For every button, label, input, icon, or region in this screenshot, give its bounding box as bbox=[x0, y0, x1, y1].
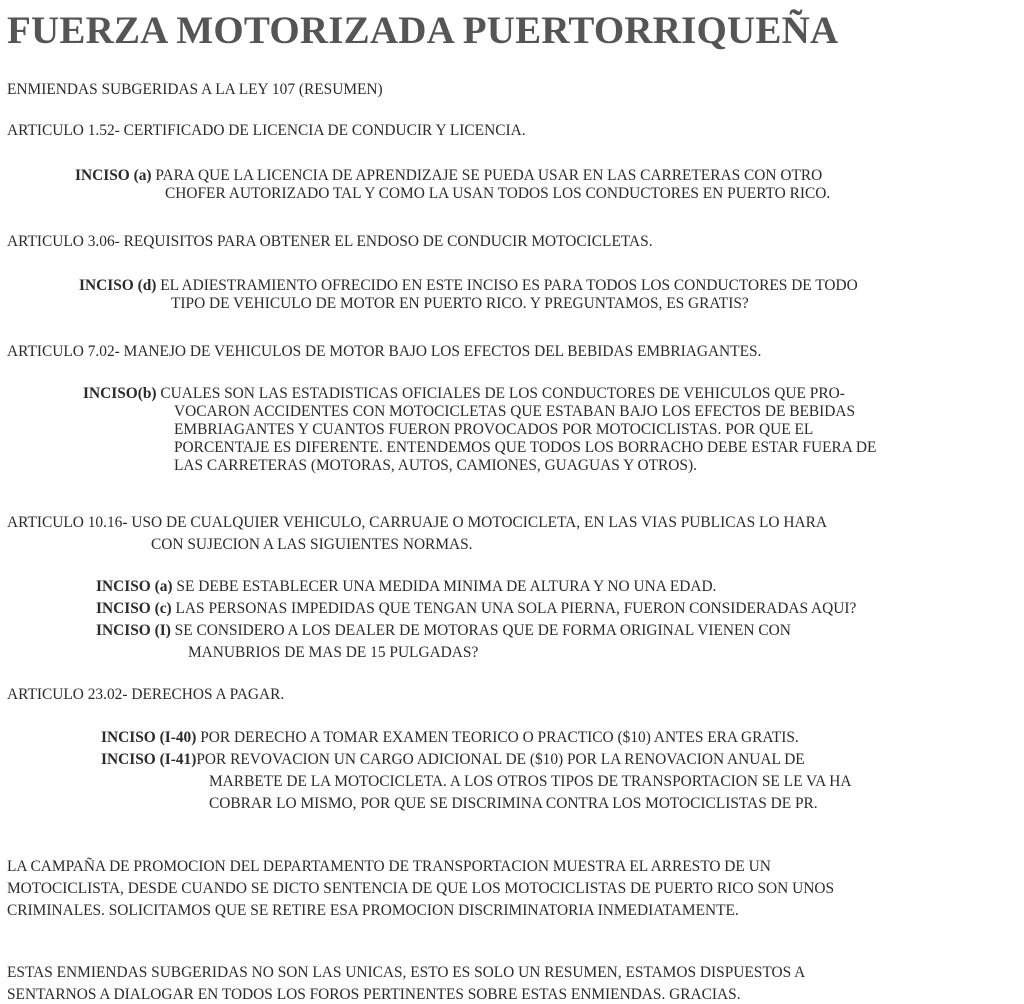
inciso-23-02-i-41 bbox=[101, 751, 852, 813]
article-heading-23-02: ARTICULO 23.02- DERECHOS A PAGAR. bbox=[7, 686, 285, 703]
inciso-23-02-i-40 bbox=[101, 729, 799, 747]
inciso-1-52-a bbox=[75, 167, 830, 203]
article-heading-10-16: ARTICULO 10.16- USO DE CUALQUIER VEHICULO, CARRUAJE O MOTOCICLETA, EN LAS VIAS PUBLICAS LO HARA bbox=[7, 514, 827, 531]
inciso-label: INCISO (I-41) bbox=[101, 751, 197, 768]
inciso-10-16-i bbox=[96, 622, 791, 662]
inciso-text: COBRAR LO MISMO, POR QUE SE DISCRIMINA CONTRA LOS MOTOCICLISTAS DE PR. bbox=[209, 795, 818, 812]
inciso-10-16-a bbox=[96, 578, 716, 596]
inciso-text: TIPO DE VEHICULO DE MOTOR EN PUERTO RICO. Y PREGUNTAMOS, ES GRATIS? bbox=[171, 295, 749, 312]
inciso-label: INCISO(b) bbox=[83, 385, 157, 402]
inciso-text: CHOFER AUTORIZADO TAL Y COMO LA USAN TODOS LOS CONDUCTORES EN PUERTO RICO. bbox=[165, 185, 831, 202]
article-heading-1-52: ARTICULO 1.52- CERTIFICADO DE LICENCIA DE CONDUCIR Y LICENCIA. bbox=[7, 122, 526, 139]
document-title: FUERZA MOTORIZADA PUERTORRIQUEÑA bbox=[7, 9, 839, 52]
inciso-text: POR DERECHO A TOMAR EXAMEN TEORICO O PRACTICO ($10) ANTES ERA GRATIS. bbox=[196, 729, 799, 746]
inciso-text: PARA QUE LA LICENCIA DE APRENDIZAJE SE PUEDA USAR EN LAS CARRETERAS CON OTRO bbox=[151, 167, 823, 184]
inciso-label: INCISO (c) bbox=[96, 600, 172, 617]
inciso-text: EL ADIESTRAMIENTO OFRECIDO EN ESTE INCISO ES PARA TODOS LOS CONDUCTORES DE TODO bbox=[156, 277, 858, 294]
article-heading-7-02: ARTICULO 7.02- MANEJO DE VEHICULOS DE MOTOR BAJO LOS EFECTOS DEL BEBIDAS EMBRIAGANTES. bbox=[7, 343, 762, 360]
inciso-text: POR REVOVACION UN CARGO ADICIONAL DE ($10) POR LA RENOVACION ANUAL DE bbox=[196, 751, 805, 768]
inciso-text: MANUBRIOS DE MAS DE 15 PULGADAS? bbox=[188, 644, 479, 661]
inciso-label: INCISO (I) bbox=[96, 622, 171, 639]
campaign-paragraph-line: CRIMINALES. SOLICITAMOS QUE SE RETIRE ESA PROMOCION DISCRIMINATORIA INMEDIATAMENTE. bbox=[7, 902, 739, 919]
inciso-text: MARBETE DE LA MOTOCICLETA. A LOS OTROS TIPOS DE TRANSPORTACION SE LE VA HA bbox=[209, 773, 852, 790]
inciso-label: INCISO (d) bbox=[79, 277, 157, 294]
inciso-text: CUALES SON LAS ESTADISTICAS OFICIALES DE LOS CONDUCTORES DE VEHICULOS QUE PRO- bbox=[156, 385, 845, 402]
inciso-label: INCISO (a) bbox=[75, 167, 152, 184]
inciso-text: PORCENTAJE ES DIFERENTE. ENTENDEMOS QUE TODOS LOS BORRACHO DEBE ESTAR FUERA DE bbox=[174, 439, 877, 456]
inciso-label: INCISO (I-40) bbox=[101, 729, 197, 746]
inciso-text: SE DEBE ESTABLECER UNA MEDIDA MINIMA DE ALTURA Y NO UNA EDAD. bbox=[172, 578, 717, 595]
inciso-label: INCISO (a) bbox=[96, 578, 173, 595]
inciso-text: EMBRIAGANTES Y CUANTOS FUERON PROVOCADOS POR MOTOCICLISTAS. POR QUE EL bbox=[174, 421, 814, 438]
inciso-text: VOCARON ACCIDENTES CON MOTOCICLETAS QUE ESTABAN BAJO LOS EFECTOS DE BEBIDAS bbox=[174, 403, 856, 420]
inciso-10-16-c bbox=[96, 600, 856, 618]
campaign-paragraph-line: MOTOCICLISTA, DESDE CUANDO SE DICTO SENTENCIA DE QUE LOS MOTOCICLISTAS DE PUERTO RICO SON UNOS bbox=[7, 880, 835, 897]
article-heading-3-06: ARTICULO 3.06- REQUISITOS PARA OBTENER EL ENDOSO DE CONDUCIR MOTOCICLETAS. bbox=[7, 233, 653, 250]
closing-paragraph-line: ESTAS ENMIENDAS SUBGERIDAS NO SON LAS UNICAS, ESTO ES SOLO UN RESUMEN, ESTAMOS DISPUESTOS A bbox=[7, 964, 806, 981]
inciso-7-02-b bbox=[83, 385, 876, 475]
campaign-paragraph-line: LA CAMPAÑA DE PROMOCION DEL DEPARTAMENTO DE TRANSPORTACION MUESTRA EL ARRESTO DE UN bbox=[7, 858, 771, 875]
closing-paragraph-line: SENTARNOS A DIALOGAR EN TODOS LOS FOROS PERTINENTES SOBRE ESTAS ENMIENDAS. GRACIAS. bbox=[7, 986, 741, 1003]
inciso-3-06-d bbox=[79, 277, 858, 313]
inciso-text: LAS CARRETERAS (MOTORAS, AUTOS, CAMIONES, GUAGUAS Y OTROS). bbox=[174, 457, 697, 474]
article-heading-10-16-continued: CON SUJECION A LAS SIGUIENTES NORMAS. bbox=[151, 536, 473, 553]
document-subtitle: ENMIENDAS SUBGERIDAS A LA LEY 107 (RESUMEN) bbox=[7, 81, 383, 98]
inciso-text: SE CONSIDERO A LOS DEALER DE MOTORAS QUE DE FORMA ORIGINAL VIENEN CON bbox=[170, 622, 791, 639]
inciso-text: LAS PERSONAS IMPEDIDAS QUE TENGAN UNA SOLA PIERNA, FUERON CONSIDERADAS AQUI? bbox=[171, 600, 857, 617]
